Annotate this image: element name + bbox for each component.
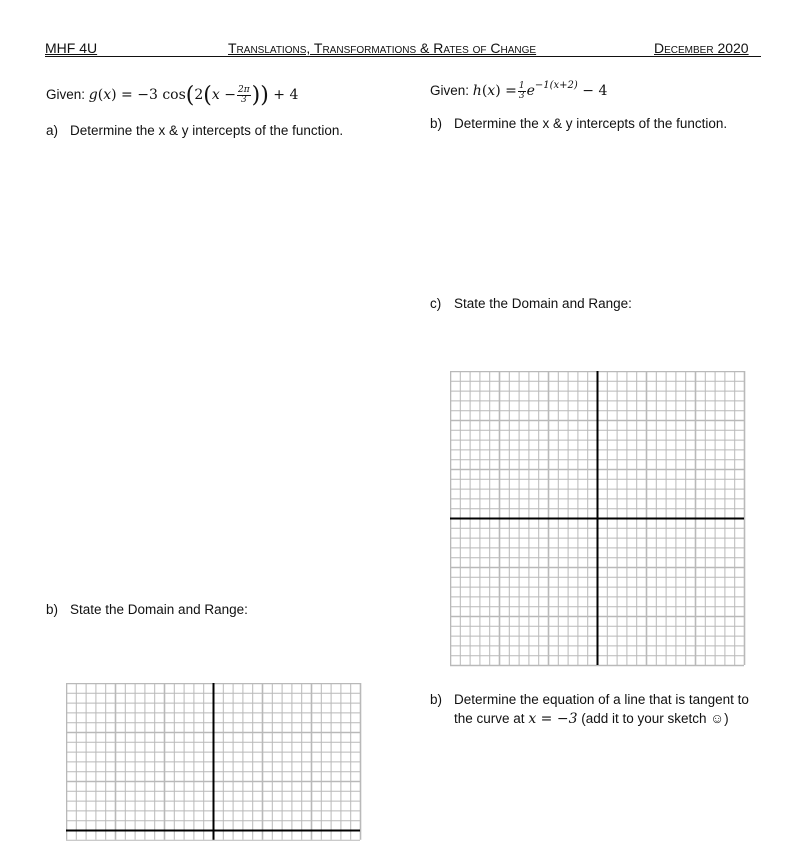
right-question-b-label: b) <box>430 116 443 131</box>
left-graph-grid[interactable] <box>66 683 363 843</box>
left-question-b <box>46 602 248 617</box>
left-question-a-text: Determine the x & y intercepts of the function. <box>70 123 344 138</box>
right-question-tangent-label: b) <box>430 692 443 707</box>
course-code: MHF 4U <box>45 40 98 56</box>
left-given-label: Given: <box>46 87 86 102</box>
right-question-tangent-prefix: the curve at <box>454 711 525 726</box>
right-question-c <box>430 296 632 311</box>
worksheet-date: December 2020 <box>654 40 749 56</box>
right-given <box>430 80 607 101</box>
right-question-tangent-line1: Determine the equation of a line that is tangent to <box>454 692 749 707</box>
left-question-a <box>46 123 343 138</box>
tangent-point-math: x = −3 <box>528 711 578 727</box>
left-question-a-label: a) <box>46 123 59 138</box>
right-given-label: Given: <box>430 83 470 98</box>
g-function-equation: g(x) = −3 cos(2(x − $\frac{2\pi}{3}$ )) + 4 <box>88 83 299 108</box>
right-question-b-text: Determine the x & y intercepts of the function. <box>454 116 728 131</box>
right-question-tangent-suffix: (add it to your sketch ☺) <box>581 711 729 726</box>
right-question-c-label: c) <box>430 296 442 311</box>
left-question-b-text: State the Domain and Range: <box>70 602 248 617</box>
left-given <box>46 83 298 108</box>
h-function-equation: h(x) = $\frac{1}{3}$ $e^{-1(x+2)} - 4$ <box>472 80 608 101</box>
right-question-b <box>430 116 727 131</box>
right-question-tangent <box>430 690 749 729</box>
right-graph-grid[interactable] <box>450 371 747 668</box>
worksheet-title: Translations, Transformations & Rates of Change <box>228 40 537 56</box>
header-rule <box>45 56 761 57</box>
left-question-b-label: b) <box>46 602 59 617</box>
right-question-c-text: State the Domain and Range: <box>454 296 632 311</box>
